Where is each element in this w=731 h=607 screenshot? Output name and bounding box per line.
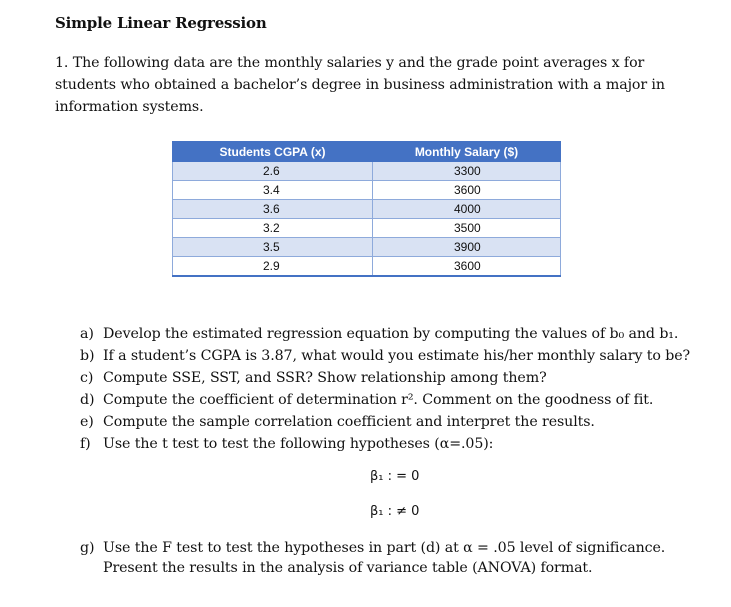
cgpa-cell: 3.6 [173,200,373,219]
question-text: Compute SSE, SST, and SSR? Show relationship among them? [103,370,547,386]
table-header-row [173,142,561,162]
question-label: d) [80,392,95,408]
page-title: Simple Linear Regression [55,14,267,32]
question-d [80,390,700,410]
salary-cell: 3300 [373,162,561,181]
question-label: f) [80,436,91,452]
cgpa-cell: 3.4 [173,181,373,200]
question-label: c) [80,370,94,386]
question-a [80,324,700,344]
salary-cell: 3900 [373,238,561,257]
header-cgpa: Students CGPA (x) [173,142,373,162]
question-text: Use the t test to test the following hypotheses (α=.05): [103,436,494,452]
question-label: a) [80,326,94,342]
question-label: e) [80,414,94,430]
null-hypothesis: β₁ : = 0 [370,469,420,484]
question-f [80,434,700,454]
cgpa-cell: 2.6 [173,162,373,181]
problem-intro: 1. The following data are the monthly salaries y and the grade point averages x for students who obtained a bachelor’s degree in business administration with a major in information systems. [55,55,665,115]
question-e [80,412,700,432]
header-salary: Monthly Salary ($) [373,142,561,162]
question-g [80,538,700,578]
data-table [172,141,561,277]
table-row [173,181,561,200]
table-row [173,238,561,257]
salary-cell: 3600 [373,257,561,277]
question-text: If a student’s CGPA is 3.87, what would you estimate his/her monthly salary to be? [103,348,691,364]
cgpa-cell: 3.2 [173,219,373,238]
question-text-continued: Present the results in the analysis of variance table (ANOVA) format. [103,560,593,576]
alternative-hypothesis: β₁ : ≠ 0 [370,504,420,519]
question-label: g) [80,540,95,556]
cgpa-cell: 3.5 [173,238,373,257]
question-b [80,346,700,366]
question-label: b) [80,348,95,364]
question-text: Use the F test to test the hypotheses in part (d) at α = .05 level of significance. [103,540,666,556]
table-row [173,219,561,238]
question-text: Compute the coefficient of determination r². Comment on the goodness of fit. [103,392,654,408]
salary-cell: 3600 [373,181,561,200]
table-row [173,257,561,277]
question-text: Develop the estimated regression equation by computing the values of b₀ and b₁. [103,326,679,342]
salary-cell: 4000 [373,200,561,219]
salary-cell: 3500 [373,219,561,238]
cgpa-cell: 2.9 [173,257,373,277]
table-row [173,162,561,181]
question-c [80,368,700,388]
question-text: Compute the sample correlation coefficient and interpret the results. [103,414,595,430]
table-row [173,200,561,219]
